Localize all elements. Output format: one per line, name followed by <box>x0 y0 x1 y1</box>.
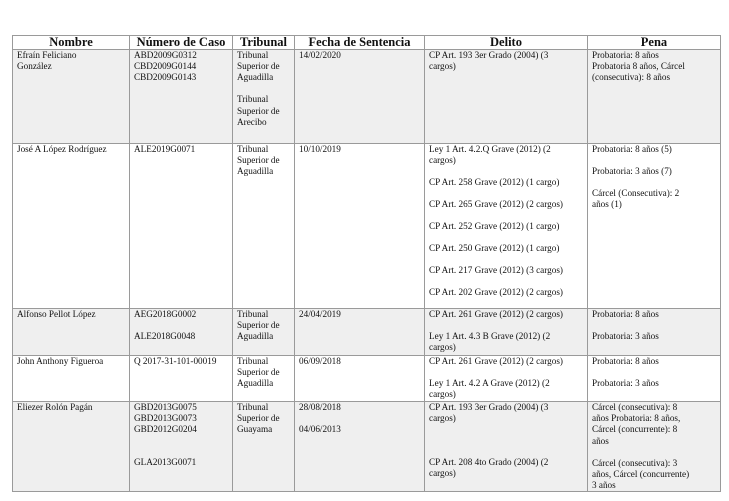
delito-line <box>429 424 583 435</box>
delito-line: CP Art. 265 Grave (2012) (2 cargos) <box>429 199 563 210</box>
caso-line <box>134 320 228 331</box>
cell-tribunal <box>233 144 295 309</box>
pena-line: Probatoria: 8 años <box>592 356 659 366</box>
delito-line <box>429 210 583 221</box>
header-tribunal: Tribunal <box>233 36 295 50</box>
cell-caso <box>130 309 233 356</box>
delito-line: CP Art. 258 Grave (2012) (1 cargo) <box>429 177 560 188</box>
cell-delito <box>425 356 588 402</box>
pena-line: Probatoria: 3 años (7) <box>592 166 672 176</box>
cell-nombre <box>13 50 130 144</box>
cell-caso <box>130 144 233 309</box>
pena-line <box>592 367 716 378</box>
pena-line <box>592 447 716 458</box>
tribunal-line <box>237 84 290 95</box>
pena-line: (consecutiva): 8 años <box>592 72 671 83</box>
delito-line: CP Art. 217 Grave (2012) (3 cargos) <box>429 265 563 276</box>
delito-line: cargos) <box>429 413 456 424</box>
pena-line: Probatoria: 3 años <box>592 378 659 388</box>
caso-line: Q 2017-31-101-00019 <box>134 356 217 366</box>
pena-line: Probatoria: 8 años (5) <box>592 144 672 154</box>
fecha-line: 04/06/2013 <box>299 424 341 434</box>
delito-line: CP Art. 250 Grave (2012) (1 cargo) <box>429 243 560 254</box>
header-nombre: Nombre <box>13 36 130 50</box>
cell-caso <box>130 50 233 144</box>
caso-line: AEG2018G0002 <box>134 309 197 319</box>
cell-caso <box>130 402 233 492</box>
cell-fecha <box>295 144 425 309</box>
delito-line <box>429 276 583 287</box>
cell-tribunal <box>233 50 295 144</box>
caso-line: ABD2009G0312 <box>134 50 197 60</box>
tribunal-line: Tribunal <box>237 356 269 366</box>
fecha-line: 28/08/2018 <box>299 402 341 412</box>
delito-line: cargos) <box>429 61 456 72</box>
header-numero-de-caso: Número de Caso <box>130 36 233 50</box>
pena-line: 3 años <box>592 480 616 491</box>
caso-line: ALE2019G0071 <box>134 144 196 154</box>
caso-line: GBD2012G0204 <box>134 424 197 435</box>
pena-line: Cárcel (concurrente): 8 <box>592 424 678 435</box>
nombre-line: José A López Rodríguez <box>17 144 107 154</box>
cell-pena <box>588 356 721 402</box>
delito-line: cargos) <box>429 389 456 400</box>
header-fecha-de-sentencia: Fecha de Sentencia <box>295 36 425 50</box>
pena-line: Probatoria: 3 años <box>592 331 659 341</box>
cell-pena <box>588 144 721 309</box>
delito-line: Ley 1 Art. 4.2.Q Grave (2012) (2 <box>429 144 551 154</box>
pena-line: Probatoria: 8 años <box>592 309 659 319</box>
delito-line <box>429 320 583 331</box>
table-row <box>13 309 721 356</box>
delito-line: cargos) <box>429 155 456 166</box>
cell-fecha <box>295 402 425 492</box>
delito-line <box>429 166 583 177</box>
caso-line: GBD2013G0073 <box>134 413 197 424</box>
delito-line: Ley 1 Art. 4.3 B Grave (2012) (2 <box>429 331 551 341</box>
tribunal-line: Guayama <box>237 424 273 435</box>
fecha-line <box>299 413 420 424</box>
caso-line <box>134 446 228 457</box>
nombre-line: González <box>17 61 52 72</box>
tribunal-line: Aguadilla <box>237 331 274 342</box>
tribunal-line: Tribunal <box>237 402 269 412</box>
fecha-line: 10/10/2019 <box>299 144 341 154</box>
table-row <box>13 144 721 309</box>
caso-line: CBD2009G0144 <box>134 61 197 72</box>
pena-line: Probatoria 8 años, Cárcel <box>592 61 685 72</box>
delito-line: CP Art. 261 Grave (2012) (2 cargos) <box>429 309 563 319</box>
delito-line <box>429 446 583 457</box>
tribunal-line: Tribunal <box>237 50 269 60</box>
tribunal-line: Superior de <box>237 105 280 116</box>
header-pena: Pena <box>588 36 721 50</box>
caso-line: ALE2018G0048 <box>134 331 196 341</box>
delito-line: CP Art. 261 Grave (2012) (2 cargos) <box>429 356 563 366</box>
cell-fecha <box>295 356 425 402</box>
tribunal-line: Aguadilla <box>237 378 274 389</box>
cell-nombre <box>13 356 130 402</box>
fecha-line: 24/04/2019 <box>299 309 341 319</box>
header-row <box>13 36 721 50</box>
caso-line: CBD2009G0143 <box>134 72 197 83</box>
delito-line <box>429 188 583 199</box>
tribunal-line: Arecibo <box>237 116 267 127</box>
pena-line: Cárcel (consecutiva): 8 <box>592 402 678 412</box>
cell-pena <box>588 309 721 356</box>
delito-line: CP Art. 208 4to Grado (2004) (2 <box>429 456 549 467</box>
nombre-line: Efraín Feliciano <box>17 50 77 60</box>
delito-line: CP Art. 252 Grave (2012) (1 cargo) <box>429 221 560 232</box>
pena-line: Cárcel (consecutiva): 3 <box>592 457 678 468</box>
pena-line: años Probatoria: 8 años, <box>592 413 681 424</box>
delito-line <box>429 435 583 446</box>
cell-fecha <box>295 309 425 356</box>
cell-tribunal <box>233 356 295 402</box>
pena-line: Probatoria: 8 años <box>592 50 659 60</box>
cell-pena <box>588 50 721 144</box>
caso-line <box>134 436 228 447</box>
pena-line <box>592 320 716 331</box>
header-delito: Delito <box>425 36 588 50</box>
table-row <box>13 50 721 144</box>
delito-line <box>429 232 583 243</box>
cell-nombre <box>13 144 130 309</box>
delito-line: Ley 1 Art. 4.2 A Grave (2012) (2 <box>429 378 550 388</box>
sentencing-table <box>12 35 721 492</box>
cell-delito <box>425 144 588 309</box>
delito-line: cargos) <box>429 468 456 478</box>
table-row <box>13 402 721 492</box>
cell-tribunal <box>233 402 295 492</box>
cell-caso <box>130 356 233 402</box>
tribunal-line: Tribunal <box>237 94 269 105</box>
tribunal-line: Aguadilla <box>237 166 274 177</box>
delito-line: CP Art. 193 3er Grado (2004) (3 <box>429 402 549 412</box>
cell-fecha <box>295 50 425 144</box>
caso-line: GLA2013G0071 <box>134 457 197 468</box>
cell-pena <box>588 402 721 492</box>
cell-delito <box>425 402 588 492</box>
tribunal-line: Superior de <box>237 413 280 424</box>
pena-line: años (1) <box>592 199 622 210</box>
pena-line: años, Cárcel (concurrente) <box>592 468 690 479</box>
tribunal-line: Superior de <box>237 367 280 378</box>
delito-line: CP Art. 202 Grave (2012) (2 cargos) <box>429 287 563 298</box>
nombre-line: Alfonso Pellot López <box>17 309 96 319</box>
pena-line <box>592 177 716 188</box>
tribunal-line: Tribunal <box>237 309 269 319</box>
nombre-line: John Anthony Figueroa <box>17 356 104 366</box>
tribunal-line: Superior de <box>237 320 280 331</box>
cell-tribunal <box>233 309 295 356</box>
cell-delito <box>425 50 588 144</box>
nombre-line: Eliezer Rolón Pagán <box>17 402 93 412</box>
delito-line <box>429 254 583 265</box>
fecha-line: 14/02/2020 <box>299 50 341 60</box>
cell-nombre <box>13 309 130 356</box>
tribunal-line: Superior de <box>237 61 280 72</box>
cell-nombre <box>13 402 130 492</box>
caso-line: GBD2013G0075 <box>134 402 197 412</box>
pena-line: años <box>592 435 609 446</box>
delito-line: cargos) <box>429 342 456 353</box>
tribunal-line: Superior de <box>237 155 280 166</box>
tribunal-line: Tribunal <box>237 144 269 154</box>
tribunal-line: Aguadilla <box>237 72 274 83</box>
fecha-line: 06/09/2018 <box>299 356 341 366</box>
pena-line <box>592 155 716 166</box>
table-row <box>13 356 721 402</box>
pena-line: Cárcel (Consecutiva): 2 <box>592 188 680 198</box>
delito-line: CP Art. 193 3er Grado (2004) (3 <box>429 50 549 60</box>
cell-delito <box>425 309 588 356</box>
delito-line <box>429 367 583 378</box>
